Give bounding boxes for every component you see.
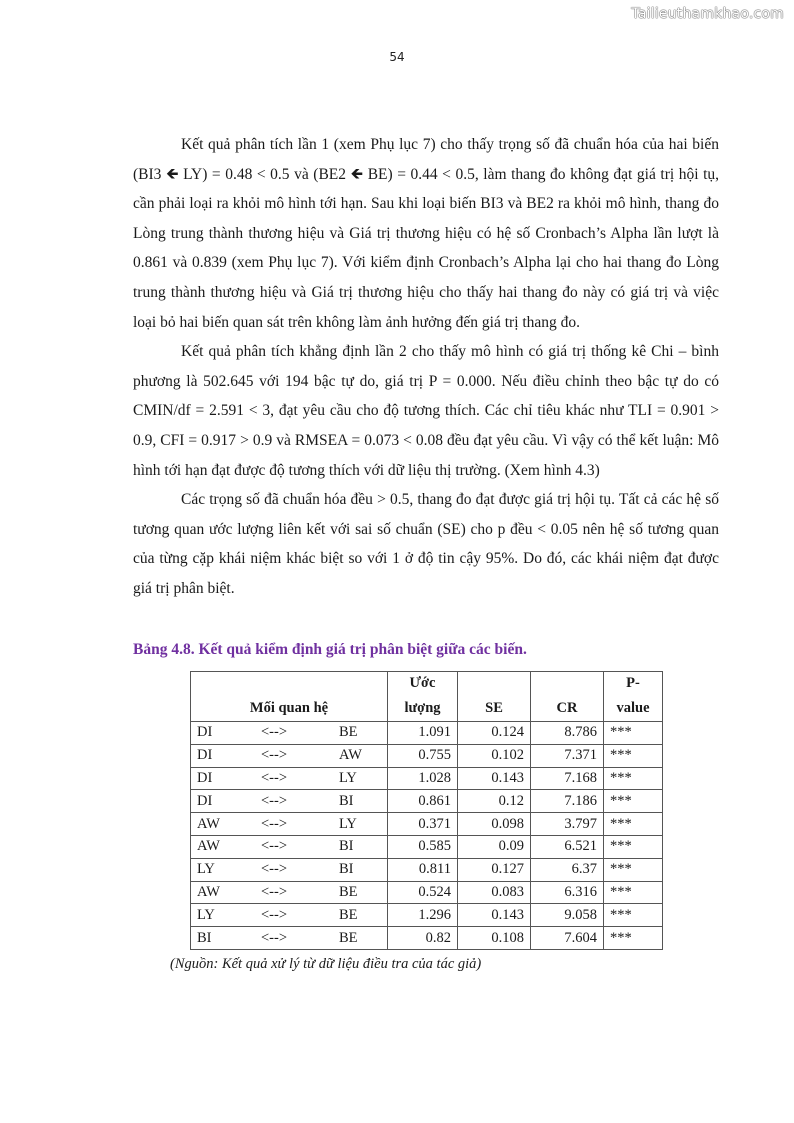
- p-value-cell: ***: [604, 904, 663, 927]
- relationship-parts: [197, 930, 381, 947]
- se-cell: 0.12: [458, 790, 531, 813]
- cr-cell: 6.316: [531, 881, 604, 904]
- cr-cell: 7.371: [531, 744, 604, 767]
- p-value-cell: ***: [604, 927, 663, 950]
- p-value-cell: ***: [604, 835, 663, 858]
- relationship-variable-b: BE: [339, 724, 358, 741]
- relationship-arrow: <-->: [261, 815, 288, 832]
- cr-cell: 6.521: [531, 835, 604, 858]
- relationship-cell: [191, 835, 388, 858]
- table-header-row: [191, 672, 663, 722]
- se-cell: 0.108: [458, 927, 531, 950]
- estimate-cell: 1.296: [388, 904, 458, 927]
- relationship-variable-a: LY: [197, 861, 215, 878]
- relationship-parts: [197, 838, 381, 855]
- relationship-parts: [197, 724, 381, 741]
- header-p-line2: value: [616, 700, 650, 716]
- header-estimate: [388, 672, 458, 722]
- relationship-variable-b: LY: [339, 815, 357, 832]
- relationship-variable-a: DI: [197, 724, 213, 741]
- relationship-parts: [197, 747, 381, 764]
- estimate-cell: 0.82: [388, 927, 458, 950]
- relationship-parts: [197, 770, 381, 787]
- estimate-cell: 0.524: [388, 881, 458, 904]
- relationship-parts: [197, 884, 381, 901]
- relationship-cell: [191, 881, 388, 904]
- se-cell: 0.102: [458, 744, 531, 767]
- relationship-cell: [191, 813, 388, 836]
- relationship-parts: [197, 816, 381, 833]
- table-row: [191, 927, 663, 950]
- table-row: [191, 904, 663, 927]
- relationship-variable-b: BI: [339, 792, 354, 809]
- table-source-note: (Nguồn: Kết quả xử lý từ dữ liệu điều tra của tác giả): [170, 956, 482, 972]
- p-value-cell: ***: [604, 858, 663, 881]
- relationship-parts: [197, 793, 381, 810]
- cr-cell: 9.058: [531, 904, 604, 927]
- p-value-cell: ***: [604, 744, 663, 767]
- relationship-arrow: <-->: [261, 883, 288, 900]
- table-row: [191, 858, 663, 881]
- se-cell: 0.098: [458, 813, 531, 836]
- relationship-cell: [191, 927, 388, 950]
- relationship-variable-a: DI: [197, 747, 213, 764]
- relationship-variable-b: LY: [339, 769, 357, 786]
- table-header: [191, 672, 663, 722]
- relationship-arrow: <-->: [261, 906, 288, 923]
- p-value-cell: ***: [604, 813, 663, 836]
- cr-cell: 7.186: [531, 790, 604, 813]
- header-p-value: [604, 672, 663, 722]
- se-cell: 0.09: [458, 835, 531, 858]
- table-row: [191, 767, 663, 790]
- se-cell: 0.124: [458, 722, 531, 745]
- header-cr: CR: [531, 672, 604, 722]
- relationship-arrow: <-->: [261, 747, 288, 764]
- relationship-cell: [191, 722, 388, 745]
- relationship-cell: [191, 744, 388, 767]
- relationship-cell: [191, 858, 388, 881]
- paragraph-1: Kết quả phân tích lần 1 (xem Phụ lục 7) cho thấy trọng số đã chuẩn hóa của hai biến (BI3 🡸 LY) = 0.48 < 0.5 và (BE2 🡸 BE) = 0.44 < 0.5, làm thang đo không đạt giá trị hội tụ, cần phải loại ra khỏi mô hình tới hạn. Sau khi loại biến BI3 và BE2 ra khỏi mô hình, thang đo Lòng trung thành thương hiệu và Giá trị thương hiệu có hệ số Cronbach’s Alpha lần lượt là 0.861 và 0.839 (xem Phụ lục 7). Với kiểm định Cronbach’s Alpha lại cho hai thang đo Lòng trung thành thương hiệu và Giá trị thương hiệu cho thấy hai thang đo này có giá trị và việc loại bỏ hai biến quan sát trên không làm ảnh hưởng đến giá trị thang đo.: [133, 136, 719, 331]
- p-value-cell: ***: [604, 881, 663, 904]
- relationship-variable-a: DI: [197, 769, 213, 786]
- paragraph-3: Các trọng số đã chuẩn hóa đều > 0.5, thang đo đạt được giá trị hội tụ. Tất cả các hệ số tương quan ước lượng liên kết với sai số chuẩn (SE) cho p đều < 0.05 nên hệ số tương quan của từng cặp khái niệm khác biệt so với 1 ở độ tin cậy 95%. Do đó, các khái niệm đạt được giá trị phân biệt.: [133, 491, 719, 597]
- page-number: 54: [389, 50, 405, 64]
- table-row: [191, 835, 663, 858]
- relationship-variable-a: LY: [197, 906, 215, 923]
- relationship-arrow: <-->: [261, 724, 288, 741]
- relationship-arrow: <-->: [261, 769, 288, 786]
- relationship-parts: [197, 907, 381, 924]
- relationship-arrow: <-->: [261, 929, 288, 946]
- estimate-cell: 0.371: [388, 813, 458, 836]
- table-body: [191, 722, 663, 950]
- se-cell: 0.143: [458, 904, 531, 927]
- cr-cell: 8.786: [531, 722, 604, 745]
- relationship-variable-a: BI: [197, 929, 212, 946]
- body-text: [133, 130, 719, 604]
- relationship-variable-b: BI: [339, 838, 354, 855]
- estimate-cell: 1.028: [388, 767, 458, 790]
- estimate-cell: 1.091: [388, 722, 458, 745]
- relationship-variable-a: AW: [197, 815, 220, 832]
- cr-cell: 7.168: [531, 767, 604, 790]
- estimate-cell: 0.861: [388, 790, 458, 813]
- relationship-arrow: <-->: [261, 861, 288, 878]
- relationship-variable-b: BE: [339, 929, 358, 946]
- header-estimate-line1: Ước: [409, 675, 436, 691]
- estimate-cell: 0.585: [388, 835, 458, 858]
- se-cell: 0.143: [458, 767, 531, 790]
- relationship-variable-a: AW: [197, 883, 220, 900]
- relationship-cell: [191, 790, 388, 813]
- relationship-arrow: <-->: [261, 792, 288, 809]
- p-value-cell: ***: [604, 767, 663, 790]
- table-row: [191, 813, 663, 836]
- relationship-arrow: <-->: [261, 838, 288, 855]
- relationship-cell: [191, 904, 388, 927]
- relationship-variable-b: BE: [339, 883, 358, 900]
- p-value-cell: ***: [604, 722, 663, 745]
- se-cell: 0.083: [458, 881, 531, 904]
- watermark-text: Tailieuthamkhao.com: [631, 6, 784, 22]
- header-p-line1: P-: [626, 675, 640, 691]
- cr-cell: 6.37: [531, 858, 604, 881]
- header-se: SE: [458, 672, 531, 722]
- estimate-cell: 0.755: [388, 744, 458, 767]
- header-estimate-line2: lượng: [404, 700, 441, 716]
- results-table: [190, 671, 663, 950]
- relationship-cell: [191, 767, 388, 790]
- relationship-variable-a: AW: [197, 838, 220, 855]
- paragraph-2: Kết quả phân tích khẳng định lần 2 cho thấy mô hình có giá trị thống kê Chi – bình phương là 502.645 với 194 bậc tự do, giá trị P = 0.000. Nếu điều chỉnh theo bậc tự do có CMIN/df = 2.591 < 3, đạt yêu cầu cho độ tương thích. Các chỉ tiêu khác như TLI = 0.901 > 0.9, CFI = 0.917 > 0.9 và RMSEA = 0.073 < 0.08 đều đạt yêu cầu. Vì vậy có thể kết luận: Mô hình tới hạn đạt được độ tương thích với dữ liệu thị trường. (Xem hình 4.3): [133, 343, 719, 479]
- relationship-variable-b: BE: [339, 906, 358, 923]
- relationship-parts: [197, 861, 381, 878]
- table-row: [191, 881, 663, 904]
- p-value-cell: ***: [604, 790, 663, 813]
- header-relationship: Mối quan hệ: [191, 672, 388, 722]
- table-caption: Bảng 4.8. Kết quả kiểm định giá trị phân biệt giữa các biến.: [133, 641, 527, 658]
- relationship-variable-b: BI: [339, 861, 354, 878]
- se-cell: 0.127: [458, 858, 531, 881]
- relationship-variable-a: DI: [197, 792, 213, 809]
- relationship-variable-b: AW: [339, 747, 362, 764]
- estimate-cell: 0.811: [388, 858, 458, 881]
- table-row: [191, 744, 663, 767]
- table-row: [191, 790, 663, 813]
- cr-cell: 7.604: [531, 927, 604, 950]
- cr-cell: 3.797: [531, 813, 604, 836]
- table-row: [191, 722, 663, 745]
